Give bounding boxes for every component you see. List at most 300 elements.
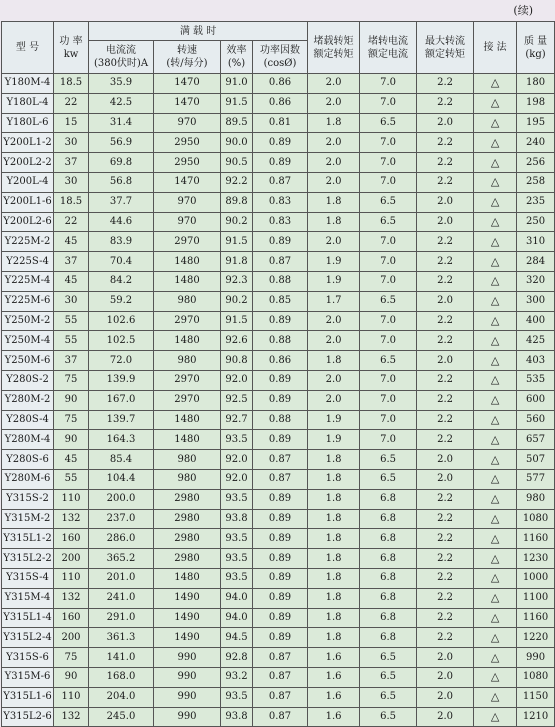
locked-current-cell: 6.5 — [360, 687, 417, 707]
table-row — [2, 667, 555, 687]
table-row — [2, 192, 555, 212]
locked-torque-cell: 1.8 — [308, 549, 360, 569]
connection-cell: △ — [474, 588, 517, 608]
current-cell: 70.4 — [89, 252, 154, 272]
locked-torque-cell: 1.8 — [308, 568, 360, 588]
current-cell: 286.0 — [89, 529, 154, 549]
locked-current-cell: 6.5 — [360, 667, 417, 687]
current-cell: 167.0 — [89, 390, 154, 410]
power-cell: 200 — [54, 628, 89, 648]
speed-cell: 2970 — [154, 232, 221, 252]
continued-label: (续) — [513, 4, 533, 17]
speed-cell: 2970 — [154, 390, 221, 410]
header-power-factor: 功率因数 (cosØ) — [253, 41, 308, 74]
mass-cell: 250 — [517, 212, 555, 232]
current-cell: 141.0 — [89, 648, 154, 668]
efficiency-cell: 92.2 — [221, 172, 253, 192]
max-torque-cell: 2.2 — [417, 430, 474, 450]
locked-torque-cell: 1.8 — [308, 608, 360, 628]
locked-torque-cell: 1.6 — [308, 707, 360, 727]
locked-torque-cell: 1.6 — [308, 687, 360, 707]
efficiency-cell: 93.2 — [221, 667, 253, 687]
mass-cell: 1220 — [517, 628, 555, 648]
locked-torque-cell: 1.8 — [308, 588, 360, 608]
power-factor-cell: 0.89 — [253, 311, 308, 331]
max-torque-cell: 2.0 — [417, 707, 474, 727]
model-cell: Y200L1-2 — [2, 133, 54, 153]
mass-cell: 1150 — [517, 687, 555, 707]
table-row — [2, 529, 555, 549]
locked-torque-cell: 2.0 — [308, 74, 360, 94]
model-cell: Y180M-4 — [2, 74, 54, 94]
current-cell: 361.3 — [89, 628, 154, 648]
current-cell: 56.8 — [89, 172, 154, 192]
locked-current-cell: 7.0 — [360, 331, 417, 351]
mass-cell: 1160 — [517, 529, 555, 549]
header-mass: 质 量 (kg) — [517, 22, 555, 74]
model-cell: Y200L2-2 — [2, 153, 54, 173]
efficiency-cell: 92.0 — [221, 370, 253, 390]
power-cell: 75 — [54, 648, 89, 668]
power-factor-cell: 0.89 — [253, 370, 308, 390]
speed-cell: 990 — [154, 687, 221, 707]
connection-cell: △ — [474, 489, 517, 509]
max-torque-cell: 2.2 — [417, 608, 474, 628]
power-cell: 45 — [54, 271, 89, 291]
power-factor-cell: 0.87 — [253, 450, 308, 470]
efficiency-cell: 93.5 — [221, 489, 253, 509]
locked-torque-cell: 1.8 — [308, 192, 360, 212]
max-torque-cell: 2.2 — [417, 93, 474, 113]
efficiency-cell: 92.6 — [221, 331, 253, 351]
mass-cell: 980 — [517, 489, 555, 509]
connection-cell: △ — [474, 370, 517, 390]
locked-current-cell: 7.0 — [360, 232, 417, 252]
connection-cell: △ — [474, 450, 517, 470]
current-cell: 164.3 — [89, 430, 154, 450]
speed-cell: 1480 — [154, 252, 221, 272]
locked-current-cell: 6.5 — [360, 351, 417, 371]
connection-cell: △ — [474, 232, 517, 252]
model-cell: Y280S-6 — [2, 450, 54, 470]
max-torque-cell: 2.2 — [417, 568, 474, 588]
locked-current-cell: 6.8 — [360, 549, 417, 569]
current-cell: 200.0 — [89, 489, 154, 509]
table-row — [2, 509, 555, 529]
efficiency-cell: 93.8 — [221, 707, 253, 727]
speed-cell: 2980 — [154, 529, 221, 549]
table-row — [2, 430, 555, 450]
power-factor-cell: 0.87 — [253, 172, 308, 192]
power-cell: 37 — [54, 252, 89, 272]
locked-current-cell: 7.0 — [360, 74, 417, 94]
locked-current-cell: 6.8 — [360, 588, 417, 608]
locked-current-cell: 7.0 — [360, 133, 417, 153]
power-factor-cell: 0.87 — [253, 252, 308, 272]
power-cell: 30 — [54, 291, 89, 311]
connection-cell: △ — [474, 667, 517, 687]
connection-cell: △ — [474, 172, 517, 192]
table-row — [2, 648, 555, 668]
table-row — [2, 232, 555, 252]
connection-cell: △ — [474, 133, 517, 153]
speed-cell: 1480 — [154, 430, 221, 450]
power-cell: 200 — [54, 549, 89, 569]
mass-cell: 403 — [517, 351, 555, 371]
power-factor-cell: 0.89 — [253, 549, 308, 569]
efficiency-cell: 92.3 — [221, 271, 253, 291]
speed-cell: 2980 — [154, 489, 221, 509]
locked-torque-cell: 2.0 — [308, 331, 360, 351]
speed-cell: 2950 — [154, 133, 221, 153]
power-cell: 55 — [54, 331, 89, 351]
locked-torque-cell: 1.8 — [308, 529, 360, 549]
speed-cell: 2970 — [154, 311, 221, 331]
efficiency-cell: 90.2 — [221, 212, 253, 232]
connection-cell: △ — [474, 252, 517, 272]
locked-current-cell: 7.0 — [360, 93, 417, 113]
current-cell: 72.0 — [89, 351, 154, 371]
table-row — [2, 687, 555, 707]
current-cell: 85.4 — [89, 450, 154, 470]
motor-spec-rows — [2, 74, 555, 727]
table-row — [2, 153, 555, 173]
table-row — [2, 212, 555, 232]
locked-torque-cell: 2.0 — [308, 390, 360, 410]
table-row — [2, 93, 555, 113]
locked-torque-cell: 1.8 — [308, 469, 360, 489]
mass-cell: 235 — [517, 192, 555, 212]
locked-current-cell: 6.5 — [360, 707, 417, 727]
current-cell: 139.9 — [89, 370, 154, 390]
max-torque-cell: 2.2 — [417, 232, 474, 252]
efficiency-cell: 94.5 — [221, 628, 253, 648]
mass-cell: 300 — [517, 291, 555, 311]
model-cell: Y180L-6 — [2, 113, 54, 133]
locked-current-cell: 7.0 — [360, 410, 417, 430]
model-cell: Y225M-6 — [2, 291, 54, 311]
mass-cell: 425 — [517, 331, 555, 351]
header-full-load: 满 载 时 — [89, 22, 308, 41]
connection-cell: △ — [474, 549, 517, 569]
locked-torque-cell: 2.0 — [308, 172, 360, 192]
efficiency-cell: 94.0 — [221, 588, 253, 608]
locked-current-cell: 6.8 — [360, 608, 417, 628]
locked-current-cell: 7.0 — [360, 252, 417, 272]
power-cell: 90 — [54, 430, 89, 450]
speed-cell: 1470 — [154, 172, 221, 192]
model-cell: Y280M-4 — [2, 430, 54, 450]
locked-torque-cell: 1.9 — [308, 271, 360, 291]
efficiency-cell: 91.0 — [221, 74, 253, 94]
efficiency-cell: 92.7 — [221, 410, 253, 430]
locked-current-cell: 6.8 — [360, 489, 417, 509]
locked-current-cell: 6.8 — [360, 628, 417, 648]
current-cell: 37.7 — [89, 192, 154, 212]
locked-current-cell: 7.0 — [360, 430, 417, 450]
mass-cell: 1000 — [517, 568, 555, 588]
model-cell: Y225M-2 — [2, 232, 54, 252]
connection-cell: △ — [474, 568, 517, 588]
table-row — [2, 172, 555, 192]
efficiency-cell: 92.0 — [221, 450, 253, 470]
model-cell: Y200L1-6 — [2, 192, 54, 212]
header-locked-torque: 堵载转矩 额定转矩 — [308, 22, 360, 74]
table-row — [2, 410, 555, 430]
table-row — [2, 450, 555, 470]
power-cell: 18.5 — [54, 74, 89, 94]
model-cell: Y250M-2 — [2, 311, 54, 331]
mass-cell: 577 — [517, 469, 555, 489]
locked-torque-cell: 1.8 — [308, 509, 360, 529]
model-cell: Y315M-2 — [2, 509, 54, 529]
model-cell: Y315L2-2 — [2, 549, 54, 569]
current-cell: 365.2 — [89, 549, 154, 569]
current-cell: 42.5 — [89, 93, 154, 113]
current-cell: 201.0 — [89, 568, 154, 588]
max-torque-cell: 2.2 — [417, 628, 474, 648]
model-cell: Y200L-4 — [2, 172, 54, 192]
model-cell: Y280S-4 — [2, 410, 54, 430]
connection-cell: △ — [474, 212, 517, 232]
model-cell: Y180L-4 — [2, 93, 54, 113]
connection-cell: △ — [474, 113, 517, 133]
max-torque-cell: 2.0 — [417, 648, 474, 668]
locked-current-cell: 6.5 — [360, 113, 417, 133]
mass-cell: 195 — [517, 113, 555, 133]
power-cell: 110 — [54, 687, 89, 707]
current-cell: 102.6 — [89, 311, 154, 331]
mass-cell: 258 — [517, 172, 555, 192]
speed-cell: 1480 — [154, 410, 221, 430]
connection-cell: △ — [474, 608, 517, 628]
model-cell: Y315M-6 — [2, 667, 54, 687]
speed-cell: 1480 — [154, 568, 221, 588]
table-row — [2, 74, 555, 94]
speed-cell: 1480 — [154, 331, 221, 351]
locked-current-cell: 7.0 — [360, 172, 417, 192]
locked-current-cell: 7.0 — [360, 271, 417, 291]
locked-torque-cell: 1.8 — [308, 351, 360, 371]
mass-cell: 507 — [517, 450, 555, 470]
connection-cell: △ — [474, 469, 517, 489]
power-factor-cell: 0.89 — [253, 430, 308, 450]
current-cell: 237.0 — [89, 509, 154, 529]
model-cell: Y225M-4 — [2, 271, 54, 291]
locked-current-cell: 6.5 — [360, 469, 417, 489]
efficiency-cell: 93.5 — [221, 430, 253, 450]
efficiency-cell: 91.5 — [221, 93, 253, 113]
locked-current-cell: 6.8 — [360, 509, 417, 529]
power-cell: 55 — [54, 311, 89, 331]
speed-cell: 990 — [154, 667, 221, 687]
power-cell: 15 — [54, 113, 89, 133]
mass-cell: 1100 — [517, 588, 555, 608]
connection-cell: △ — [474, 192, 517, 212]
efficiency-cell: 91.5 — [221, 232, 253, 252]
locked-torque-cell: 1.6 — [308, 648, 360, 668]
power-cell: 110 — [54, 489, 89, 509]
header-locked-current: 堵转电流 额定电流 — [360, 22, 417, 74]
locked-torque-cell: 1.8 — [308, 489, 360, 509]
model-cell: Y315L2-6 — [2, 707, 54, 727]
power-cell: 30 — [54, 133, 89, 153]
power-factor-cell: 0.89 — [253, 529, 308, 549]
max-torque-cell: 2.2 — [417, 509, 474, 529]
power-factor-cell: 0.87 — [253, 648, 308, 668]
locked-torque-cell: 1.9 — [308, 410, 360, 430]
model-cell: Y200L2-6 — [2, 212, 54, 232]
mass-cell: 256 — [517, 153, 555, 173]
efficiency-cell: 92.0 — [221, 469, 253, 489]
speed-cell: 980 — [154, 351, 221, 371]
max-torque-cell: 2.0 — [417, 351, 474, 371]
max-torque-cell: 2.2 — [417, 410, 474, 430]
model-cell: Y315S-4 — [2, 568, 54, 588]
table-row — [2, 628, 555, 648]
speed-cell: 1470 — [154, 74, 221, 94]
connection-cell: △ — [474, 648, 517, 668]
power-cell: 45 — [54, 450, 89, 470]
model-cell: Y225S-4 — [2, 252, 54, 272]
mass-cell: 1230 — [517, 549, 555, 569]
power-factor-cell: 0.89 — [253, 153, 308, 173]
power-cell: 55 — [54, 469, 89, 489]
table-row — [2, 331, 555, 351]
connection-cell: △ — [474, 331, 517, 351]
mass-cell: 400 — [517, 311, 555, 331]
model-cell: Y315L2-4 — [2, 628, 54, 648]
locked-torque-cell: 2.0 — [308, 153, 360, 173]
power-cell: 18.5 — [54, 192, 89, 212]
efficiency-cell: 90.8 — [221, 351, 253, 371]
efficiency-cell: 92.8 — [221, 648, 253, 668]
max-torque-cell: 2.2 — [417, 489, 474, 509]
power-factor-cell: 0.89 — [253, 489, 308, 509]
connection-cell: △ — [474, 271, 517, 291]
current-cell: 35.9 — [89, 74, 154, 94]
model-cell: Y315L1-2 — [2, 529, 54, 549]
table-row — [2, 549, 555, 569]
max-torque-cell: 2.0 — [417, 113, 474, 133]
efficiency-cell: 90.0 — [221, 133, 253, 153]
power-factor-cell: 0.87 — [253, 687, 308, 707]
max-torque-cell: 2.2 — [417, 172, 474, 192]
power-factor-cell: 0.86 — [253, 93, 308, 113]
mass-cell: 657 — [517, 430, 555, 450]
max-torque-cell: 2.0 — [417, 469, 474, 489]
mass-cell: 535 — [517, 370, 555, 390]
current-cell: 104.4 — [89, 469, 154, 489]
connection-cell: △ — [474, 311, 517, 331]
locked-torque-cell: 1.9 — [308, 252, 360, 272]
locked-torque-cell: 2.0 — [308, 93, 360, 113]
power-factor-cell: 0.89 — [253, 608, 308, 628]
max-torque-cell: 2.2 — [417, 74, 474, 94]
power-factor-cell: 0.87 — [253, 469, 308, 489]
speed-cell: 990 — [154, 707, 221, 727]
max-torque-cell: 2.2 — [417, 529, 474, 549]
max-torque-cell: 2.2 — [417, 370, 474, 390]
speed-cell: 1470 — [154, 93, 221, 113]
power-cell: 30 — [54, 172, 89, 192]
model-cell: Y250M-4 — [2, 331, 54, 351]
mass-cell: 560 — [517, 410, 555, 430]
power-cell: 22 — [54, 212, 89, 232]
power-factor-cell: 0.89 — [253, 133, 308, 153]
model-cell: Y315L1-4 — [2, 608, 54, 628]
power-cell: 132 — [54, 707, 89, 727]
table-row — [2, 311, 555, 331]
current-cell: 168.0 — [89, 667, 154, 687]
connection-cell: △ — [474, 707, 517, 727]
connection-cell: △ — [474, 390, 517, 410]
connection-cell: △ — [474, 430, 517, 450]
header-current: 电流流 (380伏时)A — [89, 41, 154, 74]
locked-current-cell: 6.8 — [360, 529, 417, 549]
speed-cell: 2980 — [154, 549, 221, 569]
locked-current-cell: 7.0 — [360, 153, 417, 173]
model-cell: Y280M-6 — [2, 469, 54, 489]
max-torque-cell: 2.2 — [417, 133, 474, 153]
speed-cell: 2970 — [154, 370, 221, 390]
power-factor-cell: 0.89 — [253, 568, 308, 588]
mass-cell: 1080 — [517, 667, 555, 687]
header-model: 型 号 — [2, 22, 54, 74]
table-row — [2, 390, 555, 410]
efficiency-cell: 90.2 — [221, 291, 253, 311]
connection-cell: △ — [474, 153, 517, 173]
power-cell: 90 — [54, 667, 89, 687]
connection-cell: △ — [474, 351, 517, 371]
locked-torque-cell: 2.0 — [308, 232, 360, 252]
power-cell: 75 — [54, 370, 89, 390]
current-cell: 84.2 — [89, 271, 154, 291]
power-factor-cell: 0.81 — [253, 113, 308, 133]
locked-current-cell: 6.5 — [360, 648, 417, 668]
efficiency-cell: 89.8 — [221, 192, 253, 212]
header-power: 功 率 kw — [54, 22, 89, 74]
power-factor-cell: 0.86 — [253, 74, 308, 94]
mass-cell: 600 — [517, 390, 555, 410]
power-factor-cell: 0.88 — [253, 410, 308, 430]
table-row — [2, 133, 555, 153]
power-cell: 22 — [54, 93, 89, 113]
speed-cell: 1490 — [154, 628, 221, 648]
locked-current-cell: 6.8 — [360, 568, 417, 588]
table-row — [2, 608, 555, 628]
power-factor-cell: 0.86 — [253, 351, 308, 371]
table-row — [2, 489, 555, 509]
efficiency-cell: 91.8 — [221, 252, 253, 272]
connection-cell: △ — [474, 93, 517, 113]
mass-cell: 310 — [517, 232, 555, 252]
power-cell: 37 — [54, 351, 89, 371]
power-cell: 160 — [54, 529, 89, 549]
efficiency-cell: 92.5 — [221, 390, 253, 410]
table-row — [2, 271, 555, 291]
efficiency-cell: 93.5 — [221, 568, 253, 588]
power-cell: 110 — [54, 568, 89, 588]
speed-cell: 2980 — [154, 509, 221, 529]
current-cell: 44.6 — [89, 212, 154, 232]
model-cell: Y280M-2 — [2, 390, 54, 410]
max-torque-cell: 2.0 — [417, 291, 474, 311]
max-torque-cell: 2.0 — [417, 667, 474, 687]
table-row — [2, 113, 555, 133]
speed-cell: 2950 — [154, 153, 221, 173]
max-torque-cell: 2.0 — [417, 687, 474, 707]
